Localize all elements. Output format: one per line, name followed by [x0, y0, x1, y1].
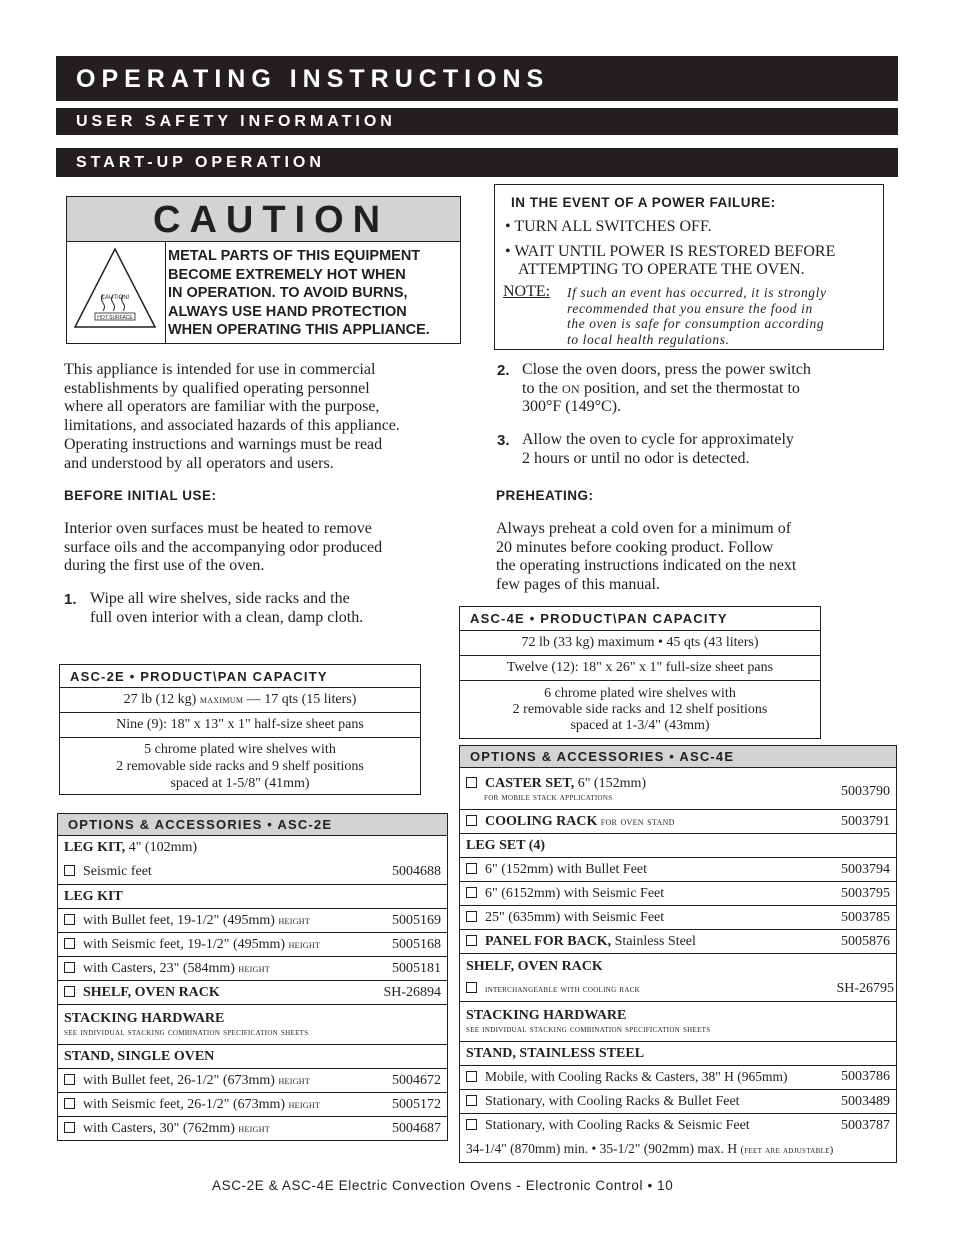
item-label: Stationary, with Cooling Racks & Seismic Feet	[485, 1118, 750, 1133]
bullet-wait-power: • WAIT UNTIL POWER IS RESTORED BEFORE	[505, 243, 836, 260]
cell-line: 2 removable side racks and 9 shelf positions	[116, 758, 364, 774]
cell-line: 6 chrome plated wire shelves with	[544, 685, 736, 701]
table-row	[460, 1002, 897, 1042]
checkbox[interactable]	[64, 938, 75, 949]
table-row: 72 lb (33 kg) maximum • 45 qts (43 liters)	[460, 631, 821, 656]
checkbox[interactable]	[466, 887, 477, 898]
power-failure-heading: IN THE EVENT OF A POWER FAILURE:	[511, 195, 776, 210]
table-row	[58, 836, 448, 885]
table-row	[460, 906, 897, 930]
checkbox[interactable]	[466, 982, 477, 993]
section-user-safety: USER SAFETY INFORMATION	[56, 108, 898, 135]
table-row	[460, 858, 897, 882]
item-label: with Casters, 30" (762mm)	[83, 1120, 239, 1136]
cell-text: 27 lb (12 kg)	[123, 692, 200, 707]
item-sub: for oven stand	[597, 813, 675, 828]
table-row	[58, 933, 448, 957]
text-line: recommended that you ensure the food in	[567, 300, 813, 316]
checkbox[interactable]	[466, 815, 477, 826]
cell-line: 2 removable side racks and 12 shelf positions	[512, 701, 768, 717]
part-number: 5004688	[392, 864, 441, 879]
part-number: 5005168	[392, 936, 441, 952]
item-label: with Bullet feet, 26-1/2" (673mm)	[83, 1072, 279, 1088]
item-sub: interchangeable with cooling rack	[485, 984, 641, 995]
checkbox[interactable]	[466, 1095, 477, 1106]
item-sub: 4" (102mm)	[125, 840, 198, 855]
text-line: Wipe all wire shelves, side racks and the	[90, 590, 350, 607]
part-number: 5004687	[392, 1120, 441, 1136]
checkbox[interactable]	[64, 962, 75, 973]
table-row	[58, 1117, 448, 1141]
power-failure-box	[494, 184, 884, 350]
text-span: position, and set the thermostat to	[579, 379, 800, 397]
table-row	[58, 981, 448, 1005]
hot-surface-warning-icon	[67, 241, 163, 341]
preheating-text	[496, 520, 796, 595]
table-row	[460, 1066, 897, 1090]
text-line: limitations, and associated hazards of this appliance.	[64, 417, 400, 435]
caution-line: IN OPERATION. TO AVOID BURNS,	[168, 285, 408, 302]
asc4e-capacity-table	[459, 606, 821, 739]
text-line: If such an event has occurred, it is strongly	[567, 285, 827, 300]
item-sub: height	[278, 912, 311, 927]
part-number: 5003790	[841, 784, 890, 799]
table-row	[460, 681, 821, 739]
caution-box	[66, 196, 461, 344]
text-line	[522, 380, 811, 399]
text-line: Always preheat a cold oven for a minimum of	[496, 520, 792, 537]
checkbox[interactable]	[466, 777, 477, 788]
part-number: 5003786	[841, 1069, 890, 1084]
item-label: with Seismic feet, 19-1/2" (495mm)	[83, 936, 289, 952]
intro-paragraph	[64, 361, 400, 473]
item-label: Seismic feet	[83, 864, 152, 879]
item-title: LEG KIT,	[64, 840, 126, 855]
caution-heading: CAUTION	[67, 197, 460, 242]
item-label: with Casters, 23" (584mm)	[83, 960, 239, 976]
table-heading: OPTIONS & ACCESSORIES • ASC-4E	[460, 746, 897, 768]
part-number: 5003787	[841, 1118, 890, 1133]
text-line: 300°F (149°C).	[522, 398, 622, 416]
item-title: STACKING HARDWARE	[64, 1011, 225, 1026]
text-line: the operating instructions indicated on the next	[496, 557, 797, 575]
text-line: 2 hours or until no odor is detected.	[522, 449, 750, 467]
table-row: Twelve (12): 18" x 26" x 1" full-size sheet pans	[460, 656, 821, 681]
on-word: ON	[562, 381, 580, 396]
icon-caption-top: CAUTION!	[100, 295, 130, 301]
step-3-text	[522, 431, 794, 468]
item-sub: height	[288, 936, 321, 951]
table-row	[460, 768, 897, 810]
table-row	[58, 1069, 448, 1093]
part-number: 5004672	[392, 1072, 441, 1088]
note-label: NOTE:	[503, 283, 551, 300]
icon-caption-bottom: HOT SURFACE	[97, 315, 133, 321]
table-row	[460, 810, 897, 834]
table-row: Nine (9): 18" x 13" x 1" half-size sheet pans	[60, 713, 421, 738]
item-sub: (feet are adjustable)	[740, 1145, 834, 1156]
table-row: STAND, SINGLE OVEN	[58, 1045, 448, 1069]
table-row: LEG SET (4)	[460, 834, 897, 858]
note-text	[567, 285, 827, 347]
text-line: full oven interior with a clean, damp cloth.	[90, 608, 364, 626]
caution-line: METAL PARTS OF THIS EQUIPMENT	[168, 248, 421, 264]
checkbox[interactable]	[64, 865, 75, 876]
part-number: 5003795	[841, 885, 890, 901]
checkbox[interactable]	[64, 1098, 75, 1109]
text-line: to local health regulations.	[567, 331, 730, 347]
part-number: 5005876	[841, 933, 890, 949]
item-label: COOLING RACK	[485, 813, 598, 829]
text-line: Operating instructions and warnings must be read	[64, 435, 383, 453]
part-number: SH-26894	[383, 984, 441, 1000]
item-sub: for mobile stack applications	[484, 792, 613, 803]
text-line: Interior oven surfaces must be heated to remove	[64, 520, 372, 537]
item-title: STACKING HARDWARE	[466, 1008, 627, 1023]
cell-text: — 17 qts (15 liters)	[243, 692, 357, 707]
table-row	[460, 1090, 897, 1114]
item-sub: Stainless Steel	[611, 933, 696, 949]
table-row: STAND, STAINLESS STEEL	[460, 1042, 897, 1066]
text-line: few pages of this manual.	[496, 576, 660, 594]
bullet-switches-off: • TURN ALL SWITCHES OFF.	[505, 218, 712, 235]
caution-line: ALWAYS USE HAND PROTECTION	[168, 303, 407, 320]
item-label: Mobile, with Cooling Racks & Casters, 38" H (965mm)	[485, 1069, 788, 1084]
item-sub: height	[278, 1072, 311, 1087]
table-row: LEG KIT	[58, 885, 448, 909]
asc2e-capacity-table	[59, 664, 421, 795]
text-line: Allow the oven to cycle for approximately	[522, 431, 794, 448]
checkbox[interactable]	[64, 914, 75, 925]
item-label: CASTER SET,	[485, 776, 575, 791]
text-line: where all operators are familiar with the purpose,	[64, 398, 380, 416]
cell-line: spaced at 1-3/4" (43mm)	[570, 717, 710, 733]
part-number: 5005169	[392, 912, 441, 928]
table-row	[60, 738, 421, 795]
table-row	[460, 954, 897, 1002]
table-row	[460, 1114, 897, 1163]
part-number: 5003785	[841, 909, 890, 925]
part-number: SH-26795	[836, 981, 894, 996]
item-sub: height	[238, 960, 270, 975]
item-label: Stationary, with Cooling Racks & Bullet Feet	[485, 1093, 740, 1109]
step-3-number: 3.	[497, 432, 510, 449]
bullet-wait-power-cont: ATTEMPTING TO OPERATE THE OVEN.	[518, 261, 805, 278]
item-sub: 6" (152mm)	[574, 776, 647, 791]
table-heading: ASC-4E • PRODUCT\PAN CAPACITY	[460, 607, 821, 631]
cell-line: spaced at 1-5/8" (41mm)	[170, 775, 310, 791]
section-start-up: START-UP OPERATION	[56, 148, 898, 177]
text-line: the oven is safe for consumption according	[567, 316, 825, 332]
caution-message	[168, 247, 430, 340]
page-footer: ASC-2E & ASC-4E Electric Convection Ovens - Electronic Control • 10	[212, 1178, 674, 1193]
item-label: 34-1/4" (870mm) min. • 35-1/2" (902mm) max. H	[466, 1141, 741, 1156]
table-row	[460, 930, 897, 954]
text-line: establishments by qualified operating personnel	[64, 379, 370, 397]
item-label: with Seismic feet, 26-1/2" (673mm)	[83, 1096, 289, 1112]
item-label: PANEL FOR BACK,	[485, 933, 612, 949]
table-heading: OPTIONS & ACCESSORIES • ASC-2E	[58, 814, 448, 836]
item-title: SHELF, OVEN RACK	[466, 959, 603, 974]
item-sub: see individual stacking combination specification sheets	[466, 1024, 711, 1035]
table-row	[460, 882, 897, 906]
part-number: 5003794	[841, 861, 890, 877]
part-number: 5003791	[841, 813, 890, 829]
item-sub: height	[288, 1096, 321, 1111]
text-line: Close the oven doors, press the power switch	[522, 361, 811, 378]
step-1-number: 1.	[64, 591, 77, 608]
text-line: surface oils and the accompanying odor produced	[64, 538, 383, 556]
step-1-text	[90, 590, 363, 627]
table-row	[60, 688, 421, 713]
item-label: SHELF, OVEN RACK	[83, 984, 220, 1000]
step-2-text	[522, 361, 811, 417]
step-2-number: 2.	[497, 362, 510, 379]
text-line: and understood by all operators and users.	[64, 454, 334, 472]
part-number: 5005172	[392, 1096, 441, 1112]
checkbox[interactable]	[64, 986, 75, 997]
page-title: OPERATING INSTRUCTIONS	[56, 56, 898, 101]
asc2e-options-table	[57, 813, 448, 1141]
preheating-heading: PREHEATING:	[496, 488, 594, 503]
item-label: 6" (6152mm) with Seismic Feet	[485, 885, 665, 901]
table-row	[58, 909, 448, 933]
text-line: during the first use of the oven.	[64, 557, 265, 575]
table-row	[58, 1005, 448, 1045]
checkbox[interactable]	[466, 911, 477, 922]
asc4e-options-table	[459, 745, 897, 1163]
caution-line: BECOME EXTREMELY HOT WHEN	[168, 266, 406, 283]
item-sub: height	[238, 1120, 270, 1135]
cell-line: 5 chrome plated wire shelves with	[144, 741, 336, 757]
part-number: 5003489	[841, 1093, 890, 1109]
table-row	[58, 957, 448, 981]
checkbox[interactable]	[64, 1122, 75, 1133]
caution-icon-cell	[67, 241, 166, 343]
item-label: with Bullet feet, 19-1/2" (495mm)	[83, 912, 279, 928]
text-line: This appliance is intended for use in commercial	[64, 361, 376, 378]
caution-line: WHEN OPERATING THIS APPLIANCE.	[168, 322, 430, 339]
checkbox[interactable]	[466, 863, 477, 874]
checkbox[interactable]	[466, 935, 477, 946]
before-initial-use-text	[64, 520, 382, 576]
checkbox[interactable]	[466, 1071, 477, 1082]
checkbox[interactable]	[64, 1074, 75, 1085]
cell-text: maximum	[199, 692, 244, 706]
part-number: 5005181	[392, 960, 441, 976]
text-span: to the	[522, 379, 562, 397]
checkbox[interactable]	[466, 1119, 477, 1130]
before-initial-use-heading: BEFORE INITIAL USE:	[64, 488, 217, 503]
text-line: 20 minutes before cooking product. Follow	[496, 538, 774, 556]
table-row	[58, 1093, 448, 1117]
table-heading: ASC-2E • PRODUCT\PAN CAPACITY	[60, 665, 421, 688]
item-label: 6" (152mm) with Bullet Feet	[485, 861, 648, 877]
item-sub: see individual stacking combination specification sheets	[64, 1027, 309, 1038]
item-label: 25" (635mm) with Seismic Feet	[485, 909, 665, 925]
